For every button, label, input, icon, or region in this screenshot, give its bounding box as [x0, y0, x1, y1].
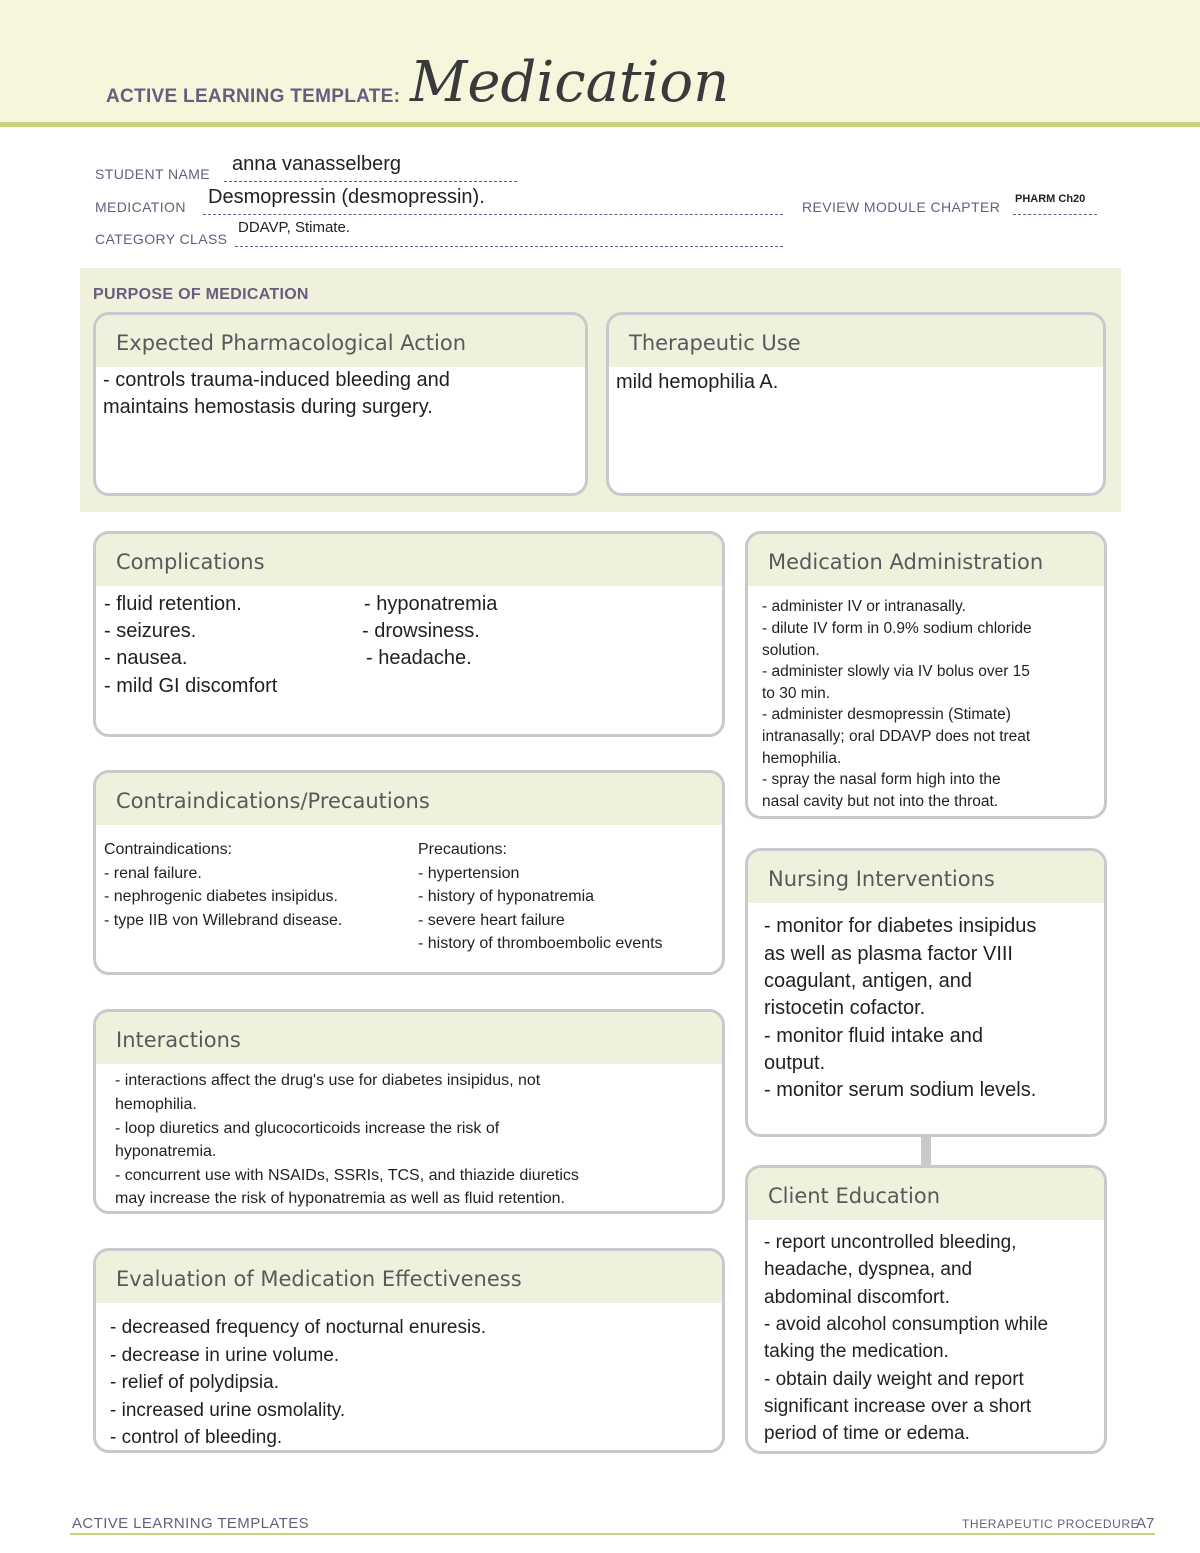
footer-rule	[70, 1533, 1155, 1535]
administration-line: - dilute IV form in 0.9% sodium chloride	[762, 620, 1032, 637]
complication-item: - mild GI discomfort	[104, 675, 278, 697]
expected-action-title: Expected Pharmacological Action	[96, 315, 585, 367]
nursing-line: - monitor for diabetes insipidus	[764, 915, 1037, 937]
student-name-field[interactable]: anna vanasselberg	[232, 153, 402, 175]
medication-field[interactable]: Desmopressin (desmopressin).	[208, 186, 485, 208]
education-line: significant increase over a short	[764, 1396, 1032, 1417]
category-class-field[interactable]: DDAVP, Stimate.	[238, 219, 350, 236]
education-line: taking the medication.	[764, 1341, 949, 1362]
education-line: headache, dyspnea, and	[764, 1259, 973, 1280]
expected-action-line: - controls trauma-induced bleeding and	[103, 369, 450, 391]
complication-item: - fluid retention.	[104, 593, 242, 615]
footer-left: ACTIVE LEARNING TEMPLATES	[72, 1515, 309, 1532]
interactions-title: Interactions	[96, 1012, 722, 1064]
evaluation-line: - increased urine osmolality.	[110, 1400, 346, 1421]
administration-card	[745, 531, 1107, 819]
administration-line: - administer IV or intranasally.	[762, 598, 966, 615]
nursing-line: coagulant, antigen, and	[764, 970, 972, 992]
interaction-line: - interactions affect the drug's use for diabetes insipidus, not	[115, 1072, 541, 1089]
contraindication-item: - renal failure.	[104, 865, 202, 882]
complication-item: - headache.	[366, 647, 472, 669]
interaction-line: - loop diuretics and glucocorticoids increase the risk of	[115, 1120, 500, 1137]
precaution-item: - hypertension	[418, 865, 520, 882]
education-line: - avoid alcohol consumption while	[764, 1314, 1049, 1335]
administration-line: - administer slowly via IV bolus over 15	[762, 663, 1030, 680]
nursing-title: Nursing Interventions	[748, 851, 1104, 903]
contraindication-item: - nephrogenic diabetes insipidus.	[104, 888, 338, 905]
nursing-line: - monitor serum sodium levels.	[764, 1079, 1037, 1101]
therapeutic-use-line: mild hemophilia A.	[616, 371, 779, 393]
contraindications-title: Contraindications/Precautions	[96, 773, 722, 825]
administration-line: solution.	[762, 642, 820, 659]
administration-line: intranasally; oral DDAVP does not treat	[762, 728, 1031, 745]
therapeutic-use-title: Therapeutic Use	[609, 315, 1103, 367]
interactions-card	[93, 1009, 725, 1214]
complication-item: - hyponatremia	[364, 593, 498, 615]
category-class-label: CATEGORY CLASS	[95, 231, 228, 247]
education-line: - obtain daily weight and report	[764, 1369, 1024, 1390]
education-line: - report uncontrolled bleeding,	[764, 1232, 1017, 1253]
nursing-line: output.	[764, 1052, 826, 1074]
review-module-line	[1013, 214, 1097, 215]
complication-item: - seizures.	[104, 620, 197, 642]
student-name-label: STUDENT NAME	[95, 166, 210, 182]
evaluation-line: - decreased frequency of nocturnal enuresis.	[110, 1317, 486, 1338]
administration-line: - spray the nasal form high into the	[762, 771, 1001, 788]
evaluation-line: - relief of polydipsia.	[110, 1372, 279, 1393]
category-class-line	[235, 246, 783, 247]
nursing-line: ristocetin cofactor.	[764, 997, 926, 1019]
review-module-field[interactable]: PHARM Ch20	[1015, 193, 1086, 205]
interaction-line: hemophilia.	[115, 1096, 197, 1113]
purpose-label: PURPOSE OF MEDICATION	[93, 286, 309, 303]
education-card	[745, 1165, 1107, 1454]
evaluation-line: - control of bleeding.	[110, 1427, 283, 1448]
administration-line: - administer desmopressin (Stimate)	[762, 706, 1011, 723]
expected-action-line: maintains hemostasis during surgery.	[103, 396, 433, 418]
footer-right: THERAPEUTIC PROCEDURE	[962, 1517, 1140, 1531]
nursing-line: as well as plasma factor VIII	[764, 943, 1013, 965]
contraindications-card	[93, 770, 725, 975]
complication-item: - nausea.	[104, 647, 188, 669]
student-name-line	[224, 181, 517, 182]
administration-line: nasal cavity but not into the throat.	[762, 793, 999, 810]
page-number: A7	[1136, 1515, 1155, 1532]
evaluation-line: - decrease in urine volume.	[110, 1345, 340, 1366]
evaluation-title: Evaluation of Medication Effectiveness	[96, 1251, 722, 1303]
administration-title: Medication Administration	[748, 534, 1104, 586]
card-connector	[921, 1135, 931, 1167]
precaution-item: - history of hyponatremia	[418, 888, 595, 905]
education-line: period of time or edema.	[764, 1423, 970, 1444]
expected-action-card	[93, 312, 588, 496]
evaluation-card	[93, 1248, 725, 1453]
template-title: Medication	[410, 50, 730, 115]
education-title: Client Education	[748, 1168, 1104, 1220]
medication-label: MEDICATION	[95, 199, 186, 215]
nursing-card	[745, 848, 1107, 1137]
template-label: ACTIVE LEARNING TEMPLATE:	[106, 86, 401, 107]
interaction-line: hyponatremia.	[115, 1143, 217, 1160]
medication-line	[203, 214, 783, 215]
contraindication-item: Contraindications:	[104, 841, 233, 858]
complication-item: - drowsiness.	[362, 620, 480, 642]
review-module-label: REVIEW MODULE CHAPTER	[802, 199, 1001, 215]
contraindication-item: - type IIB von Willebrand disease.	[104, 912, 343, 929]
header-rule	[0, 122, 1200, 127]
education-line: abdominal discomfort.	[764, 1287, 950, 1308]
nursing-line: - monitor fluid intake and	[764, 1025, 984, 1047]
complications-card	[93, 531, 725, 737]
administration-line: hemophilia.	[762, 750, 842, 767]
precaution-item: - severe heart failure	[418, 912, 565, 929]
administration-line: to 30 min.	[762, 685, 831, 702]
precaution-item: - history of thromboembolic events	[418, 935, 663, 952]
interaction-line: may increase the risk of hyponatremia as well as fluid retention.	[115, 1190, 565, 1207]
therapeutic-use-card	[606, 312, 1106, 496]
complications-title: Complications	[96, 534, 722, 586]
interaction-line: - concurrent use with NSAIDs, SSRIs, TCS, and thiazide diuretics	[115, 1167, 579, 1184]
precaution-item: Precautions:	[418, 841, 507, 858]
